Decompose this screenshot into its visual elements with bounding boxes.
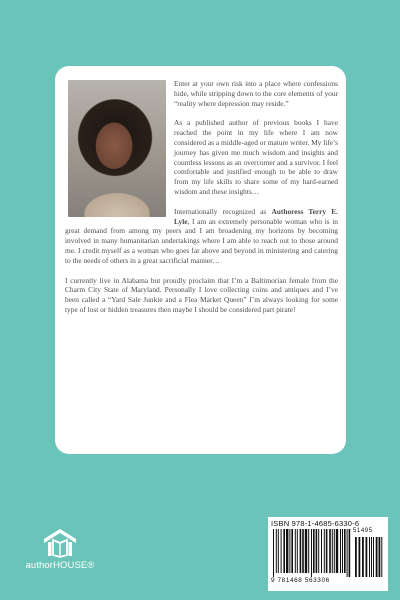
- barcode-ean-digits: 9 781468 563306: [271, 577, 330, 584]
- barcode-bar: [349, 529, 351, 577]
- barcode-bar: [329, 529, 331, 573]
- publisher-name: authorHOUSE®: [25, 560, 95, 571]
- barcode-addon-bar: [376, 537, 378, 577]
- barcode-addon-bar: [381, 537, 382, 577]
- barcode-bar: [291, 529, 293, 573]
- barcode-bar: [324, 529, 325, 573]
- barcode-bars: [271, 529, 385, 577]
- barcode-bar: [321, 529, 322, 573]
- isbn-barcode: [268, 517, 388, 591]
- bio-paragraph-3-rest: , I am an extremely personable woman who is in great demand from among my peers and I am broadening my horizons by becoming involved in many humanitarian undertakings where I am able to reach out to those around me. I credit myself as a woman who goes far above and beyond in ministering and catering to the needs of others in a great sacrificial manner…: [65, 216, 338, 265]
- barcode-bar: [278, 529, 279, 573]
- barcode-bar: [281, 529, 282, 573]
- barcode-bar: [297, 529, 298, 573]
- barcode-bar: [283, 529, 285, 573]
- barcode-addon-bar: [373, 537, 374, 577]
- barcode-bar: [286, 529, 288, 573]
- barcode-bar: [340, 529, 341, 573]
- barcode-bar: [344, 529, 346, 573]
- barcode-addon-bar: [366, 537, 368, 577]
- bio-paragraph-3-intro: Internationally recognized as: [174, 206, 272, 216]
- barcode-bar: [305, 529, 307, 573]
- barcode-bar: [276, 529, 277, 573]
- author-name: Authoress Terry E. Lyle: [174, 206, 338, 226]
- barcode-bar: [332, 529, 333, 573]
- barcode-bar: [316, 529, 318, 573]
- barcode-bar: [347, 529, 348, 577]
- barcode-addon-digits: 51495: [353, 528, 373, 534]
- barcode-addon-bar: [371, 537, 372, 577]
- house-book-icon: [43, 528, 77, 558]
- barcode-bar: [336, 529, 338, 573]
- barcode-bar: [342, 529, 343, 573]
- bio-paragraph-4: I currently live in Alabama but proudly proclaim that I’m a Baltimorian female from the Charm City State of Maryland. Personally I love collecting coins and antiques and I’ve been called a “Yard Sale Junkie and a Flea Market Queen” I’m always looking for some type of lost or hidden treasures then maybe I should be considered part pirate!: [65, 275, 338, 314]
- barcode-bar: [273, 529, 274, 577]
- barcode-bar: [289, 529, 290, 573]
- barcode-addon-bar: [362, 537, 364, 577]
- author-photo: [68, 80, 166, 217]
- isbn-label: ISBN 978-1-4685-6330-6: [271, 519, 360, 528]
- barcode-bar: [311, 529, 312, 577]
- barcode-bar: [318, 529, 319, 573]
- author-bio-card: [55, 66, 346, 454]
- barcode-bar: [308, 529, 309, 573]
- barcode-bar: [300, 529, 302, 573]
- bio-paragraph-1: Enter at your own risk into a place where confessions hide, while stripping down to the core elements of your “reality where depression may reside.”: [174, 79, 338, 108]
- barcode-addon-bar: [369, 537, 370, 577]
- barcode-bar: [334, 529, 335, 573]
- barcode-addon-bar: [379, 537, 381, 577]
- publisher-logo: [24, 528, 96, 588]
- barcode-bar: [326, 529, 328, 573]
- barcode-bar: [302, 529, 304, 573]
- barcode-bar: [295, 529, 296, 573]
- barcode-addon-bar: [359, 537, 361, 577]
- bio-paragraph-2: As a published author of previous books I have reached the point in my life where I am now considered as a middle-aged or mature writer. My life’s journey has given me much wisdom and insights and countless lessons as an overcomer and a survivor. I feel comfortable and justified enough to be able to draw from my life skills to share some of my hard-earned wisdom and these insights…: [174, 118, 338, 196]
- barcode-bar: [313, 529, 315, 573]
- barcode-addon-bar: [355, 537, 357, 577]
